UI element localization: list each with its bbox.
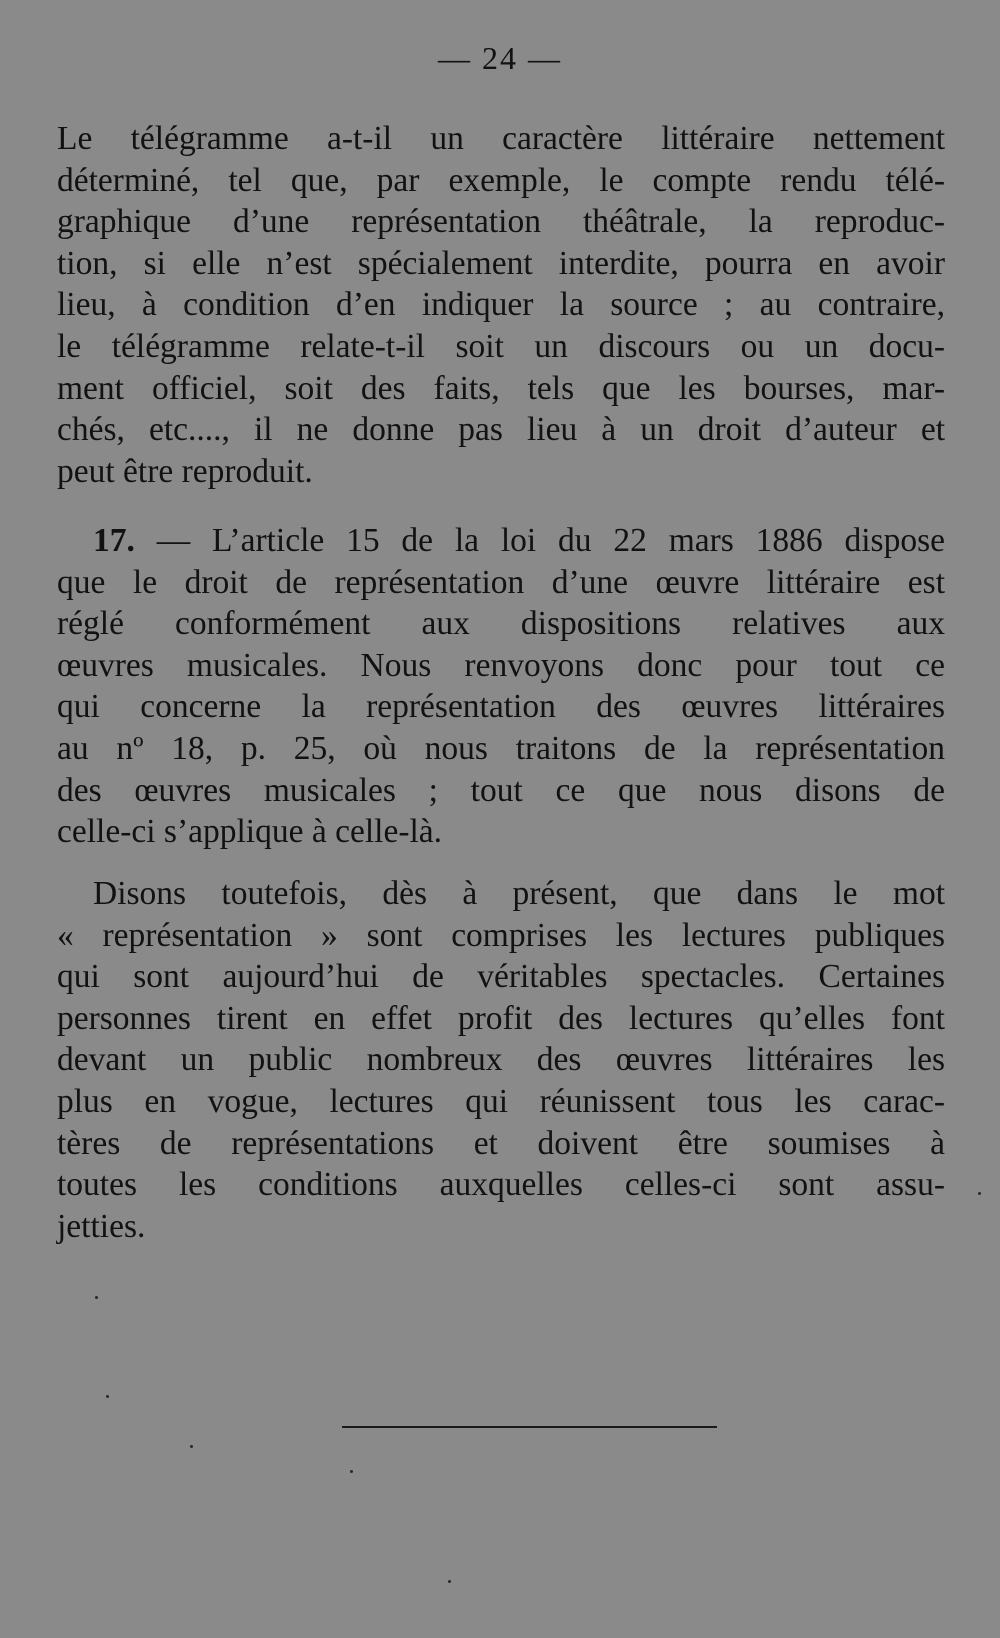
text-line bbox=[57, 520, 945, 562]
text-line: personnes tirent en effet profit des lectures qu’elles font bbox=[57, 999, 945, 1037]
text-line: plus en vogue, lectures qui réunissent tous les carac- bbox=[57, 1082, 945, 1120]
print-speck bbox=[978, 1192, 981, 1195]
text-line: qui sont aujourd’hui de véritables spectacles. Certaines bbox=[57, 958, 945, 996]
text-line: lieu, à condition d’en indiquer la source ; au contraire, bbox=[57, 286, 945, 324]
print-speck bbox=[106, 1395, 109, 1398]
print-speck bbox=[95, 1296, 98, 1299]
text-line: au nº 18, p. 25, où nous traitons de la représentation bbox=[57, 729, 945, 767]
print-speck bbox=[448, 1580, 451, 1583]
print-speck bbox=[190, 1445, 193, 1448]
paragraph-number: 17. bbox=[93, 522, 135, 559]
text-line: Le télégramme a-t-il un caractère littéraire nettement bbox=[57, 120, 945, 157]
text-line: tères de représentations et doivent être soumises à bbox=[57, 1124, 945, 1162]
text-line: que le droit de représentation d’une œuvre littéraire est bbox=[57, 563, 945, 601]
text-line: réglé conformément aux dispositions relatives aux bbox=[57, 605, 945, 643]
text-line: « représentation » sont comprises les lectures publiques bbox=[57, 916, 945, 954]
page-number: — 24 — bbox=[438, 40, 562, 76]
text-line: devant un public nombreux des œuvres littéraires les bbox=[57, 1041, 945, 1079]
print-speck bbox=[350, 1470, 353, 1473]
text-line: des œuvres musicales ; tout ce que nous disons de bbox=[57, 771, 945, 809]
end-rule bbox=[342, 1426, 717, 1428]
paragraph-public-readings bbox=[57, 873, 945, 1247]
first-line-text: — L’article 15 de la loi du 22 mars 1886 dispose bbox=[156, 522, 945, 559]
text-line: celle-ci s’applique à celle-là. bbox=[57, 813, 443, 851]
text-line: peut être reproduit. bbox=[57, 452, 313, 490]
text-line: tion, si elle n’est spécialement interdite, pourra en avoir bbox=[57, 244, 945, 282]
text-line: déterminé, tel que, par exemple, le compte rendu télé- bbox=[57, 161, 945, 199]
text-line: œuvres musicales. Nous renvoyons donc pour tout ce bbox=[57, 646, 945, 684]
text-line: ment officiel, soit des faits, tels que les bourses, mar- bbox=[57, 369, 945, 407]
text-line: toutes les conditions auxquelles celles-ci sont assu- bbox=[57, 1166, 945, 1204]
text-line: Disons toutefois, dès à présent, que dans le mot bbox=[93, 875, 945, 912]
paragraph-17 bbox=[57, 520, 945, 853]
text-line: graphique d’une représentation théâtrale, la reproduc- bbox=[57, 203, 945, 241]
text-line: chés, etc...., il ne donne pas lieu à un droit d’auteur et bbox=[57, 411, 945, 449]
text-line: qui concerne la représentation des œuvres littéraires bbox=[57, 688, 945, 726]
text-line: le télégramme relate-t-il soit un discours ou un docu- bbox=[57, 327, 945, 365]
paragraph-telegram bbox=[57, 118, 945, 492]
text-line: jetties. bbox=[57, 1207, 146, 1245]
